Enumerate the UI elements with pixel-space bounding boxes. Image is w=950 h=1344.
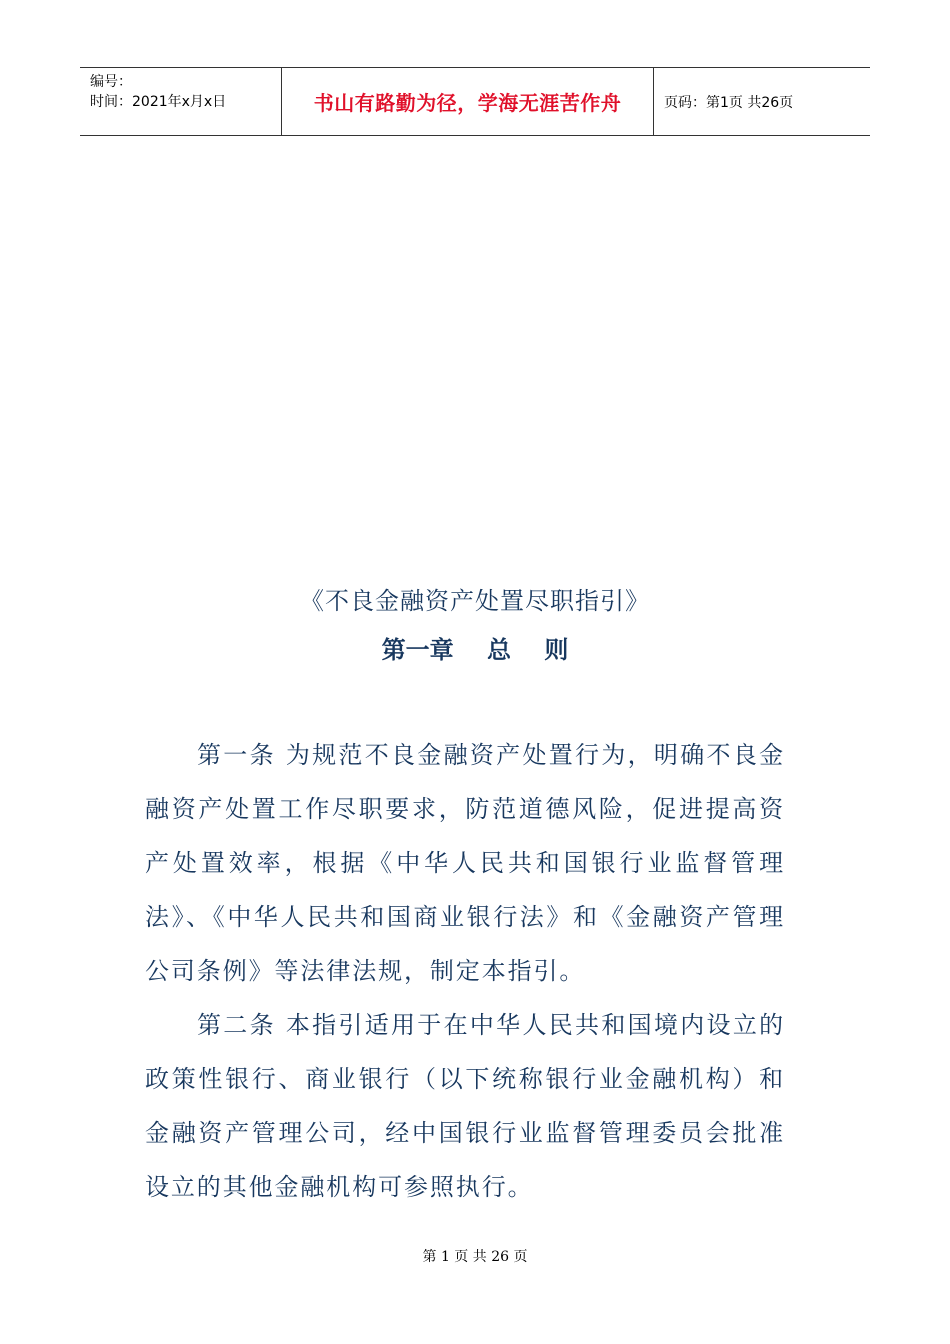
article-text: 本指引适用于在中华人民共和国境内设立的政策性银行、商业银行（以下统称银行业金融机构）和金融资产管理公司，经中国银行业监督管理委员会批准设立的其他金融机构可参照执行。: [145, 1011, 786, 1201]
article-number: 第一条: [197, 741, 276, 769]
header-page-info: 页码：第1页 共26页: [664, 94, 794, 111]
article-gap: [276, 1011, 286, 1039]
page-footer: 第 1 页 共 26 页: [422, 1249, 528, 1265]
article-gap: [276, 741, 286, 769]
document-title: 《不良金融资产处置尽职指引》: [300, 587, 650, 615]
document-date-label: 时间：2021年x月x日: [90, 94, 227, 110]
paragraph-article-2: [145, 998, 785, 1214]
article-number: 第二条: [197, 1011, 276, 1039]
article-text: 为规范不良金融资产处置行为，明确不良金融资产处置工作尽职要求，防范道德风险，促进提高资产处置效率，根据《中华人民共和国银行业监督管理法》、《中华人民共和国商业银行法》和《金融资产管理公司条例》等法律法规，制定本指引。: [145, 741, 786, 985]
header-motto-cell: [281, 68, 654, 135]
page-header: [80, 67, 870, 136]
header-page-info-cell: [654, 68, 870, 135]
header-motto: 书山有路勤为径，学海无涯苦作舟: [313, 91, 622, 115]
paragraph-article-1: [145, 728, 785, 998]
chapter-title: 第一章 总 则: [381, 636, 569, 664]
document-body: [145, 728, 785, 1214]
header-meta: [80, 68, 281, 135]
document-number-label: 编号：: [90, 74, 132, 90]
